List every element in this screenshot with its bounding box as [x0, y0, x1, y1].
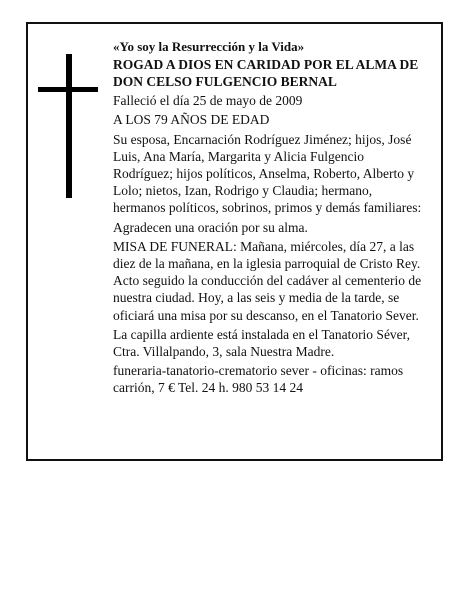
obituary-text — [113, 38, 425, 399]
chapel-details: La capilla ardiente está instalada en el Tanatorio Séver, Ctra. Villalpando, 3, sala Nuestra Madre. — [113, 326, 411, 360]
death-date: Falleció el día 25 de mayo de 2009 — [113, 93, 303, 109]
motto: «Yo soy la Resurrección y la Vida» — [113, 39, 305, 54]
age-line: A LOS 79 AÑOS DE EDAD — [113, 112, 270, 128]
obituary-heading: ROGAD A DIOS EN CARIDAD POR EL ALMA DE DON CELSO FULGENCIO BERNAL — [113, 57, 419, 89]
funeral-home-contact: funeraria-tanatorio-crematorio sever - oficinas: ramos carrión, 7 € Tel. 24 h. 980 53 14 24 — [113, 363, 404, 396]
cross-horizontal-bar — [38, 87, 98, 92]
family-list: Su esposa, Encarnación Rodríguez Jiménez; hijos, José Luis, Ana María, Margarita y Alicia Fulgencio Rodríguez; hijos políticos, Anselma, Roberto, Alberto y Lolo; nietos, Izan, Rodrigo y Claudia; hermano, hermanos políticos, sobrinos, primos y demás familiares: — [113, 131, 422, 216]
prayer-request: Agradecen una oración por su alma. — [113, 219, 308, 235]
funeral-details: MISA DE FUNERAL: Mañana, miércoles, día 27, a las diez de la mañana, en la iglesia parroquial de Cristo Rey. Acto seguido la conducción del cadáver al cementerio de nuestra ciudad. Hoy, a las seis y media de la tarde, se oficiará una misa por su descanso, en el Tanatorio Sever. — [113, 238, 422, 323]
cross-vertical-bar — [66, 54, 72, 198]
